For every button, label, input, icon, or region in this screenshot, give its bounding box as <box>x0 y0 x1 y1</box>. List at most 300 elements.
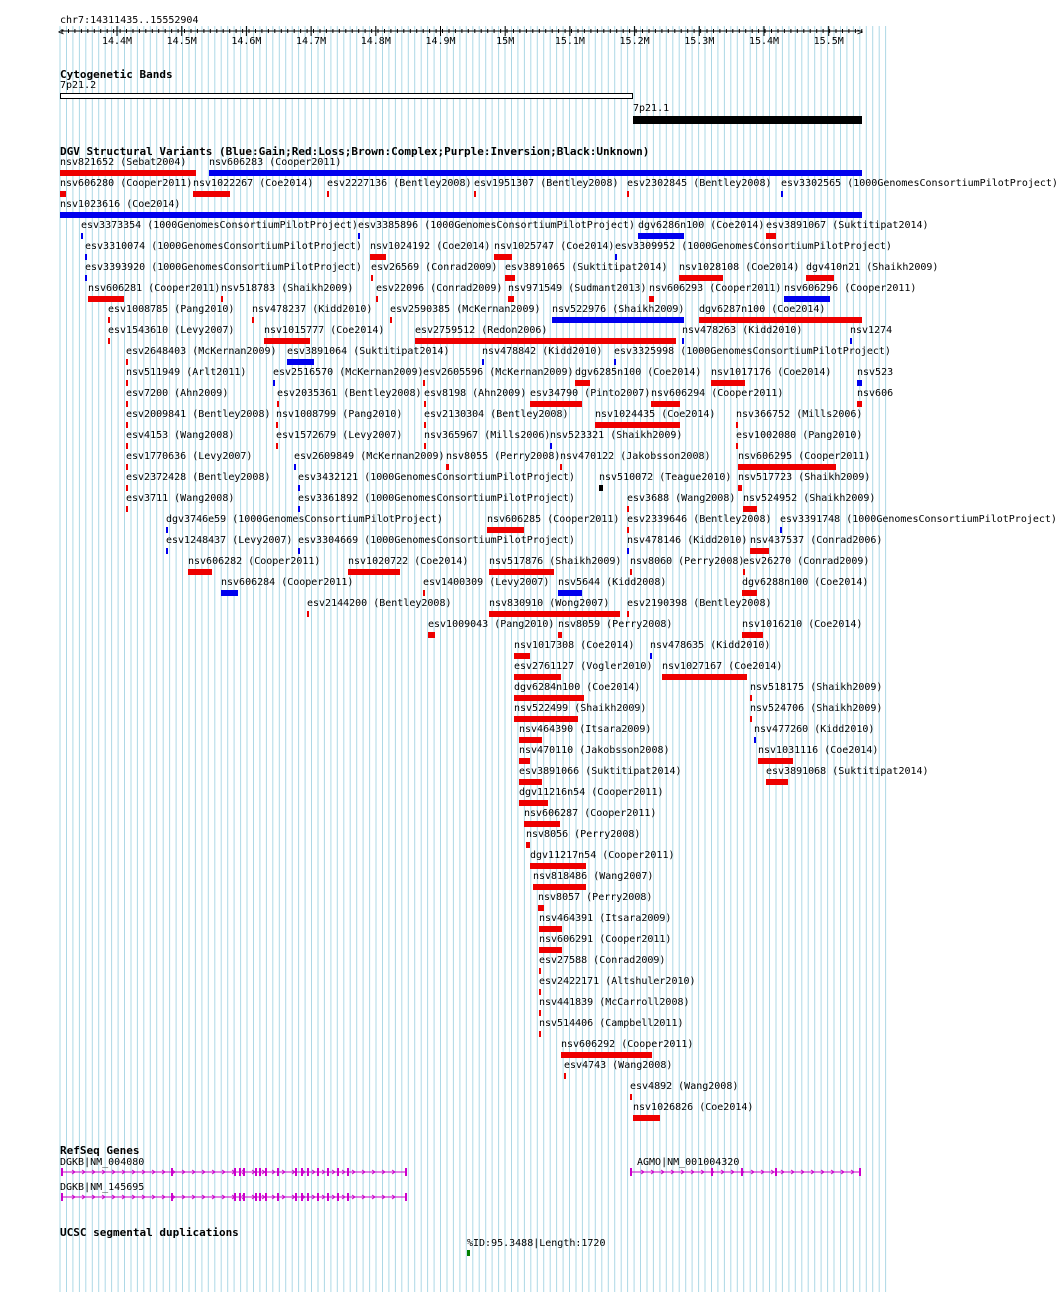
dgv-feature-bar[interactable] <box>514 716 578 722</box>
ruler-arrow-right: > <box>857 27 864 38</box>
tick-label: 15.1M <box>554 36 585 47</box>
dgv-feature-label: nsv477260 (Kidd2010) <box>754 724 875 735</box>
dgv-feature-label: esv3432121 (1000GenomesConsortiumPilotProject) <box>298 472 575 483</box>
dgv-feature-label: esv3361892 (1000GenomesConsortiumPilotProject) <box>298 493 575 504</box>
dgv-feature-bar[interactable] <box>595 422 680 428</box>
segdup-feature-label: %ID:95.3488|Length:1720 <box>467 1238 606 1249</box>
dgv-feature-bar[interactable] <box>298 506 300 512</box>
dgv-feature-bar[interactable] <box>60 212 862 218</box>
dgv-feature-label: nsv1031116 (Coe2014) <box>758 745 879 756</box>
dgv-feature-label: esv4743 (Wang2008) <box>564 1060 673 1071</box>
dgv-feature-bar[interactable] <box>780 527 782 533</box>
dgv-feature-label: nsv1027167 (Coe2014) <box>662 661 783 672</box>
dgv-feature-bar[interactable] <box>85 254 87 260</box>
gene-exon <box>243 1193 245 1201</box>
dgv-feature-label: esv1400309 (Levy2007) <box>423 577 550 588</box>
dgv-feature-label: nsv522976 (Shaikh2009) <box>552 304 685 315</box>
dgv-feature-bar[interactable] <box>754 737 756 743</box>
dgv-feature-bar[interactable] <box>627 506 629 512</box>
tick-label: 14.8M <box>360 36 391 47</box>
dgv-feature-label: nsv830910 (Wong2007) <box>489 598 610 609</box>
gene-exon <box>277 1168 279 1176</box>
tick-label: 14.9M <box>425 36 456 47</box>
dgv-feature-bar[interactable] <box>524 821 560 827</box>
dgv-feature-label: esv2516570 (McKernan2009) <box>273 367 424 378</box>
dgv-feature-label: nsv971549 (Sudmant2013) <box>508 283 647 294</box>
dgv-feature-label: esv3393920 (1000GenomesConsortiumPilotProject) <box>85 262 362 273</box>
gene-exon <box>239 1193 241 1201</box>
dgv-feature-bar[interactable] <box>108 317 110 323</box>
gene-exon <box>711 1168 713 1176</box>
dgv-feature-label: nsv8059 (Perry2008) <box>558 619 673 630</box>
dgv-feature-bar[interactable] <box>539 1031 541 1037</box>
dgv-feature-label: nsv478635 (Kidd2010) <box>650 640 771 651</box>
gene-exon <box>775 1168 777 1176</box>
dgv-feature-label: esv2590385 (McKernan2009) <box>390 304 541 315</box>
dgv-feature-bar[interactable] <box>428 632 435 638</box>
ruler-arrow-left: < <box>58 27 65 38</box>
dgv-feature-label: esv3325998 (1000GenomesConsortiumPilotProject) <box>614 346 891 357</box>
dgv-feature-bar[interactable] <box>662 674 747 680</box>
dgv-feature-label: nsv522499 (Shaikh2009) <box>514 703 647 714</box>
dgv-feature-label: nsv8056 (Perry2008) <box>526 829 641 840</box>
dgv-feature-bar[interactable] <box>166 527 168 533</box>
dgv-feature-label: esv2190398 (Bentley2008) <box>627 598 772 609</box>
dgv-feature-bar[interactable] <box>348 569 400 575</box>
dgv-feature-bar[interactable] <box>742 632 763 638</box>
dgv-feature-label: dgv3746e59 (1000GenomesConsortiumPilotProject) <box>166 514 443 525</box>
dgv-feature-bar[interactable] <box>630 1094 632 1100</box>
dgv-feature-bar[interactable] <box>209 170 862 176</box>
dgv-feature-bar[interactable] <box>514 674 561 680</box>
dgv-feature-bar[interactable] <box>742 590 757 596</box>
dgv-feature-bar[interactable] <box>415 338 676 344</box>
dgv-feature-bar[interactable] <box>857 401 862 407</box>
dgv-feature-bar[interactable] <box>784 296 830 302</box>
dgv-feature-label: nsv1017308 (Coe2014) <box>514 640 635 651</box>
dgv-feature-bar[interactable] <box>679 275 723 281</box>
tick-label: 15.2M <box>619 36 650 47</box>
dgv-feature-label: esv3310074 (1000GenomesConsortiumPilotProject) <box>85 241 362 252</box>
dgv-feature-bar[interactable] <box>575 380 590 386</box>
tick-label: 15.5M <box>813 36 844 47</box>
dgv-feature-label: esv2130304 (Bentley2008) <box>424 409 569 420</box>
dgv-feature-bar[interactable] <box>539 989 541 995</box>
dgv-feature-label: esv2422171 (Altshuler2010) <box>539 976 696 987</box>
dgv-feature-bar[interactable] <box>560 464 562 470</box>
gene-exon <box>295 1168 297 1176</box>
dgv-feature-label: esv2759512 (Redon2006) <box>415 325 548 336</box>
dgv-feature-bar[interactable] <box>287 359 314 365</box>
gene-exon <box>171 1193 173 1201</box>
dgv-feature-label: esv2648403 (McKernan2009) <box>126 346 277 357</box>
dgv-feature-label: esv3373354 (1000GenomesConsortiumPilotProject) <box>81 220 358 231</box>
gene-exon <box>265 1168 267 1176</box>
dgv-feature-bar[interactable] <box>630 569 632 575</box>
dgv-feature-bar[interactable] <box>264 338 310 344</box>
dgv-feature-label: dgv6287n100 (Coe2014) <box>699 304 826 315</box>
dgv-feature-label: nsv470122 (Jakobsson2008) <box>560 451 711 462</box>
dgv-feature-bar[interactable] <box>736 422 738 428</box>
tick-label: 14.4M <box>101 36 133 47</box>
dgv-feature-bar[interactable] <box>482 359 484 365</box>
dgv-feature-bar[interactable] <box>651 401 680 407</box>
dgv-feature-bar[interactable] <box>738 485 742 491</box>
dgv-feature-label: nsv518175 (Shaikh2009) <box>750 682 883 693</box>
dgv-feature-label: dgv11217n54 (Cooper2011) <box>530 850 675 861</box>
refseq-title: RefSeq Genes <box>60 1144 140 1157</box>
gene-exon <box>277 1193 279 1201</box>
dgv-feature-bar[interactable] <box>487 527 524 533</box>
dgv-feature-bar[interactable] <box>298 548 300 554</box>
dgv-feature-label: nsv478146 (Kidd2010) <box>627 535 748 546</box>
dgv-feature-bar[interactable] <box>758 758 793 764</box>
dgv-feature-bar[interactable] <box>423 590 425 596</box>
dgv-feature-bar[interactable] <box>538 905 544 911</box>
cyto-band-label: 7p21.2 <box>60 80 97 91</box>
dgv-feature-label: esv1572679 (Levy2007) <box>276 430 403 441</box>
dgv-feature-bar[interactable] <box>371 275 373 281</box>
tick-label: 15.4M <box>748 36 780 47</box>
dgv-feature-bar[interactable] <box>539 968 541 974</box>
dgv-feature-bar[interactable] <box>699 317 862 323</box>
dgv-feature-bar[interactable] <box>682 338 684 344</box>
dgv-feature-label: nsv1015777 (Coe2014) <box>264 325 385 336</box>
gene-exon <box>307 1193 309 1201</box>
gene-exon <box>859 1168 861 1176</box>
dgv-feature-bar[interactable] <box>126 443 128 449</box>
gene-exon <box>239 1168 241 1176</box>
cyto-band[interactable] <box>633 116 862 124</box>
dgv-feature-bar[interactable] <box>370 254 386 260</box>
dgv-feature-bar[interactable] <box>446 464 449 470</box>
dgv-feature-label: nsv511949 (Arlt2011) <box>126 367 247 378</box>
gene-label: AGMO|NM_001004320 <box>637 1157 740 1168</box>
dgv-feature-bar[interactable] <box>738 464 836 470</box>
dgv-feature-bar[interactable] <box>505 275 515 281</box>
segdup-title: UCSC segmental duplications <box>60 1226 239 1239</box>
dgv-feature-label: nsv518783 (Shaikh2009) <box>221 283 354 294</box>
gene-exon <box>741 1168 743 1176</box>
dgv-feature-label: esv8198 (Ahn2009) <box>424 388 527 399</box>
dgv-feature-bar[interactable] <box>60 170 196 176</box>
dgv-feature-label: esv3309952 (1000GenomesConsortiumPilotProject) <box>615 241 892 252</box>
gene-exon <box>327 1193 329 1201</box>
dgv-feature-label: esv2609849 (McKernan2009) <box>294 451 445 462</box>
dgv-feature-label: esv4153 (Wang2008) <box>126 430 235 441</box>
dgv-feature-label: esv3391748 (1000GenomesConsortiumPilotProject) <box>780 514 1057 525</box>
gene-exon <box>405 1193 407 1201</box>
dgv-feature-label: esv27588 (Conrad2009) <box>539 955 666 966</box>
gene-exon <box>347 1168 349 1176</box>
dgv-feature-bar[interactable] <box>649 296 654 302</box>
dgv-feature-label: nsv1026826 (Coe2014) <box>633 1102 754 1113</box>
dgv-feature-bar[interactable] <box>558 590 582 596</box>
dgv-feature-bar[interactable] <box>489 569 554 575</box>
dgv-feature-bar[interactable] <box>627 527 629 533</box>
gene-exon <box>405 1168 407 1176</box>
dgv-feature-bar[interactable] <box>766 779 788 785</box>
dgv-feature-bar[interactable] <box>424 443 426 449</box>
dgv-feature-bar[interactable] <box>489 611 620 617</box>
dgv-feature-label: nsv365967 (Mills2006) <box>424 430 551 441</box>
gene-exon <box>630 1168 632 1176</box>
dgv-feature-bar[interactable] <box>273 380 275 386</box>
dgv-feature-label: esv2227136 (Bentley2008) <box>327 178 472 189</box>
gene-exon <box>301 1193 303 1201</box>
dgv-feature-bar[interactable] <box>514 653 530 659</box>
tick-label: 14.7M <box>296 36 327 47</box>
dgv-feature-bar[interactable] <box>627 191 629 197</box>
dgv-feature-label: nsv478263 (Kidd2010) <box>682 325 803 336</box>
dgv-feature-bar[interactable] <box>424 401 426 407</box>
dgv-feature-label: dgv11216n54 (Cooper2011) <box>519 787 664 798</box>
dgv-feature-label: dgv6284n100 (Coe2014) <box>514 682 641 693</box>
gene-exon <box>255 1168 257 1176</box>
coordinate-label: chr7:14311435..15552904 <box>60 15 199 26</box>
dgv-feature-bar[interactable] <box>766 233 776 239</box>
dgv-feature-label: esv3302565 (1000GenomesConsortiumPilotProject) <box>781 178 1058 189</box>
dgv-feature-bar[interactable] <box>750 716 752 722</box>
dgv-feature-bar[interactable] <box>781 191 783 197</box>
dgv-feature-bar[interactable] <box>81 233 83 239</box>
dgv-feature-label: dgv6286n100 (Coe2014) <box>638 220 765 231</box>
gene-exon <box>171 1168 173 1176</box>
dgv-feature-bar[interactable] <box>533 884 586 890</box>
dgv-feature-label: esv2372428 (Bentley2008) <box>126 472 271 483</box>
dgv-feature-label: nsv523 <box>857 367 894 378</box>
dgv-feature-bar[interactable] <box>126 380 128 386</box>
dgv-feature-label: esv1008785 (Pang2010) <box>108 304 235 315</box>
gene-exon <box>265 1193 267 1201</box>
dgv-feature-bar[interactable] <box>474 191 476 197</box>
dgv-feature-label: nsv606291 (Cooper2011) <box>539 934 672 945</box>
dgv-feature-label: esv3304669 (1000GenomesConsortiumPilotProject) <box>298 535 575 546</box>
dgv-feature-bar[interactable] <box>126 485 128 491</box>
segdup-feature[interactable] <box>467 1250 470 1256</box>
dgv-feature-label: dgv6288n100 (Coe2014) <box>742 577 869 588</box>
dgv-feature-bar[interactable] <box>126 359 128 365</box>
dgv-feature-bar[interactable] <box>298 485 300 491</box>
dgv-feature-bar[interactable] <box>519 779 542 785</box>
dgv-feature-bar[interactable] <box>519 737 542 743</box>
dgv-feature-label: nsv524706 (Shaikh2009) <box>750 703 883 714</box>
dgv-feature-label: nsv606280 (Cooper2011) <box>60 178 193 189</box>
dgv-feature-bar[interactable] <box>252 317 254 323</box>
gene-exon <box>295 1193 297 1201</box>
dgv-feature-label: nsv606 <box>857 388 894 399</box>
dgv-feature-label: esv2144200 (Bentley2008) <box>307 598 452 609</box>
dgv-feature-bar[interactable] <box>558 632 562 638</box>
dgv-feature-label: nsv606295 (Cooper2011) <box>738 451 871 462</box>
dgv-feature-bar[interactable] <box>126 464 128 470</box>
dgv-feature-label: nsv470110 (Jakobsson2008) <box>519 745 670 756</box>
dgv-feature-bar[interactable] <box>126 506 128 512</box>
dgv-feature-bar[interactable] <box>564 1073 566 1079</box>
dgv-feature-label: nsv1274 <box>850 325 893 336</box>
dgv-feature-label: nsv606287 (Cooper2011) <box>524 808 657 819</box>
cyto-band[interactable] <box>60 93 633 99</box>
dgv-feature-label: esv3891066 (Suktitipat2014) <box>519 766 682 777</box>
dgv-feature-bar[interactable] <box>561 1052 652 1058</box>
dgv-feature-bar[interactable] <box>615 254 617 260</box>
dgv-feature-label: nsv464391 (Itsara2009) <box>539 913 672 924</box>
dgv-feature-label: nsv1020722 (Coe2014) <box>348 556 469 567</box>
dgv-feature-label: esv22096 (Conrad2009) <box>376 283 503 294</box>
dgv-feature-label: esv2035361 (Bentley2008) <box>277 388 422 399</box>
dgv-feature-bar[interactable] <box>850 338 852 344</box>
dgv-feature-bar[interactable] <box>550 443 552 449</box>
dgv-feature-bar[interactable] <box>638 233 684 239</box>
gene-exon <box>61 1193 63 1201</box>
dgv-feature-bar[interactable] <box>519 800 548 806</box>
cyto-title: Cytogenetic Bands <box>60 68 173 81</box>
dgv-feature-bar[interactable] <box>327 191 329 197</box>
dgv-feature-bar[interactable] <box>108 338 110 344</box>
dgv-feature-bar[interactable] <box>221 296 223 302</box>
dgv-feature-label: nsv606282 (Cooper2011) <box>188 556 321 567</box>
dgv-feature-bar[interactable] <box>750 695 752 701</box>
dgv-feature-bar[interactable] <box>530 401 582 407</box>
dgv-feature-bar[interactable] <box>60 191 66 197</box>
dgv-feature-bar[interactable] <box>650 653 652 659</box>
dgv-feature-bar[interactable] <box>307 611 309 617</box>
gene-exon <box>234 1168 236 1176</box>
dgv-feature-label: esv1009043 (Pang2010) <box>428 619 555 630</box>
dgv-feature-label: nsv1017176 (Coe2014) <box>711 367 832 378</box>
cyto-band-label: 7p21.1 <box>633 103 670 114</box>
dgv-feature-label: esv1248437 (Levy2007) <box>166 535 293 546</box>
dgv-feature-bar[interactable] <box>126 401 128 407</box>
dgv-feature-bar[interactable] <box>376 296 378 302</box>
dgv-feature-bar[interactable] <box>736 443 738 449</box>
dgv-feature-label: dgv6285n100 (Coe2014) <box>575 367 702 378</box>
gene-exon <box>243 1168 245 1176</box>
gene-exon <box>337 1168 339 1176</box>
dgv-feature-bar[interactable] <box>358 233 360 239</box>
dgv-feature-label: nsv606281 (Cooper2011) <box>88 283 221 294</box>
dgv-feature-label: nsv818486 (Wang2007) <box>533 871 654 882</box>
dgv-feature-bar[interactable] <box>552 317 684 323</box>
dgv-feature-label: esv3688 (Wang2008) <box>627 493 736 504</box>
gene-exon <box>234 1193 236 1201</box>
dgv-feature-bar[interactable] <box>750 548 769 554</box>
dgv-feature-bar[interactable] <box>85 275 87 281</box>
gene-exon <box>317 1168 319 1176</box>
dgv-feature-label: esv1543610 (Levy2007) <box>108 325 235 336</box>
dgv-feature-bar[interactable] <box>188 569 212 575</box>
dgv-feature-label: nsv8055 (Perry2008) <box>446 451 561 462</box>
dgv-feature-label: nsv606283 (Cooper2011) <box>209 157 342 168</box>
dgv-feature-label: nsv1024192 (Coe2014) <box>370 241 491 252</box>
dgv-feature-bar[interactable] <box>614 359 616 365</box>
dgv-feature-bar[interactable] <box>277 401 279 407</box>
dgv-feature-label: nsv5644 (Kidd2008) <box>558 577 667 588</box>
dgv-feature-label: esv7200 (Ahn2009) <box>126 388 229 399</box>
dgv-feature-bar[interactable] <box>221 590 238 596</box>
dgv-feature-bar[interactable] <box>539 947 562 953</box>
dgv-feature-label: esv3891064 (Suktitipat2014) <box>287 346 450 357</box>
tick-label: 14.6M <box>231 36 262 47</box>
dgv-feature-bar[interactable] <box>711 380 745 386</box>
dgv-feature-label: esv4892 (Wang2008) <box>630 1081 739 1092</box>
dgv-feature-label: nsv606294 (Cooper2011) <box>651 388 784 399</box>
dgv-feature-bar[interactable] <box>88 296 124 302</box>
dgv-feature-label: nsv524952 (Shaikh2009) <box>743 493 876 504</box>
dgv-feature-bar[interactable] <box>539 1010 541 1016</box>
dgv-feature-bar[interactable] <box>508 296 514 302</box>
dgv-feature-label: nsv478842 (Kidd2010) <box>482 346 603 357</box>
dgv-title: DGV Structural Variants (Blue:Gain;Red:Loss;Brown:Complex;Purple:Inversion;Black:Unknown) <box>60 145 650 158</box>
dgv-feature-bar[interactable] <box>494 254 512 260</box>
dgv-feature-label: dgv410n21 (Shaikh2009) <box>806 262 939 273</box>
dgv-feature-label: nsv478237 (Kidd2010) <box>252 304 373 315</box>
gene-models <box>0 1150 890 1210</box>
dgv-feature-label: nsv8060 (Perry2008) <box>630 556 745 567</box>
dgv-feature-bar[interactable] <box>526 842 530 848</box>
gene-exon <box>301 1168 303 1176</box>
dgv-feature-label: nsv1023616 (Coe2014) <box>60 199 181 210</box>
dgv-feature-label: esv1951307 (Bentley2008) <box>474 178 619 189</box>
gene-label: DGKB|NM_004080 <box>60 1157 145 1168</box>
dgv-feature-label: nsv1025747 (Coe2014) <box>494 241 615 252</box>
dgv-feature-label: nsv517876 (Shaikh2009) <box>489 556 622 567</box>
dgv-feature-bar[interactable] <box>166 548 168 554</box>
dgv-feature-bar[interactable] <box>627 611 629 617</box>
dgv-feature-label: nsv1016210 (Coe2014) <box>742 619 863 630</box>
dgv-feature-label: nsv606296 (Cooper2011) <box>784 283 917 294</box>
dgv-feature-label: esv26569 (Conrad2009) <box>371 262 498 273</box>
dgv-feature-bar[interactable] <box>276 443 278 449</box>
dgv-feature-bar[interactable] <box>390 317 392 323</box>
dgv-feature-bar[interactable] <box>743 506 757 512</box>
dgv-feature-bar[interactable] <box>743 569 745 575</box>
dgv-feature-bar[interactable] <box>276 422 278 428</box>
dgv-feature-bar[interactable] <box>294 464 296 470</box>
dgv-feature-bar[interactable] <box>530 863 586 869</box>
gene-exon <box>259 1193 261 1201</box>
dgv-feature-label: esv3891067 (Suktitipat2014) <box>766 220 929 231</box>
gene-exon <box>347 1193 349 1201</box>
dgv-feature-label: nsv437537 (Conrad2006) <box>750 535 883 546</box>
gene-exon <box>317 1193 319 1201</box>
gene-exon <box>255 1193 257 1201</box>
dgv-feature-bar[interactable] <box>514 695 584 701</box>
dgv-feature-bar[interactable] <box>519 758 530 764</box>
dgv-feature-label: esv2339646 (Bentley2008) <box>627 514 772 525</box>
dgv-feature-bar[interactable] <box>193 191 230 197</box>
dgv-feature-bar[interactable] <box>627 548 629 554</box>
dgv-feature-bar[interactable] <box>423 380 425 386</box>
dgv-feature-bar[interactable] <box>424 422 426 428</box>
dgv-feature-bar[interactable] <box>806 275 834 281</box>
tick-label: 15.3M <box>684 36 715 47</box>
dgv-feature-bar[interactable] <box>539 926 562 932</box>
dgv-feature-bar[interactable] <box>126 422 128 428</box>
tick-label: 15M <box>496 36 515 47</box>
dgv-feature-label: nsv464390 (Itsara2009) <box>519 724 652 735</box>
dgv-feature-bar[interactable] <box>599 485 603 491</box>
dgv-feature-label: nsv606285 (Cooper2011) <box>487 514 620 525</box>
dgv-feature-label: nsv514406 (Campbell2011) <box>539 1018 684 1029</box>
dgv-feature-bar[interactable] <box>633 1115 660 1121</box>
dgv-feature-label: nsv1008799 (Pang2010) <box>276 409 403 420</box>
dgv-feature-bar[interactable] <box>857 380 862 386</box>
gene-exon <box>327 1168 329 1176</box>
gene-exon <box>307 1168 309 1176</box>
dgv-feature-label: esv2302845 (Bentley2008) <box>627 178 772 189</box>
dgv-feature-label: esv1002080 (Pang2010) <box>736 430 863 441</box>
